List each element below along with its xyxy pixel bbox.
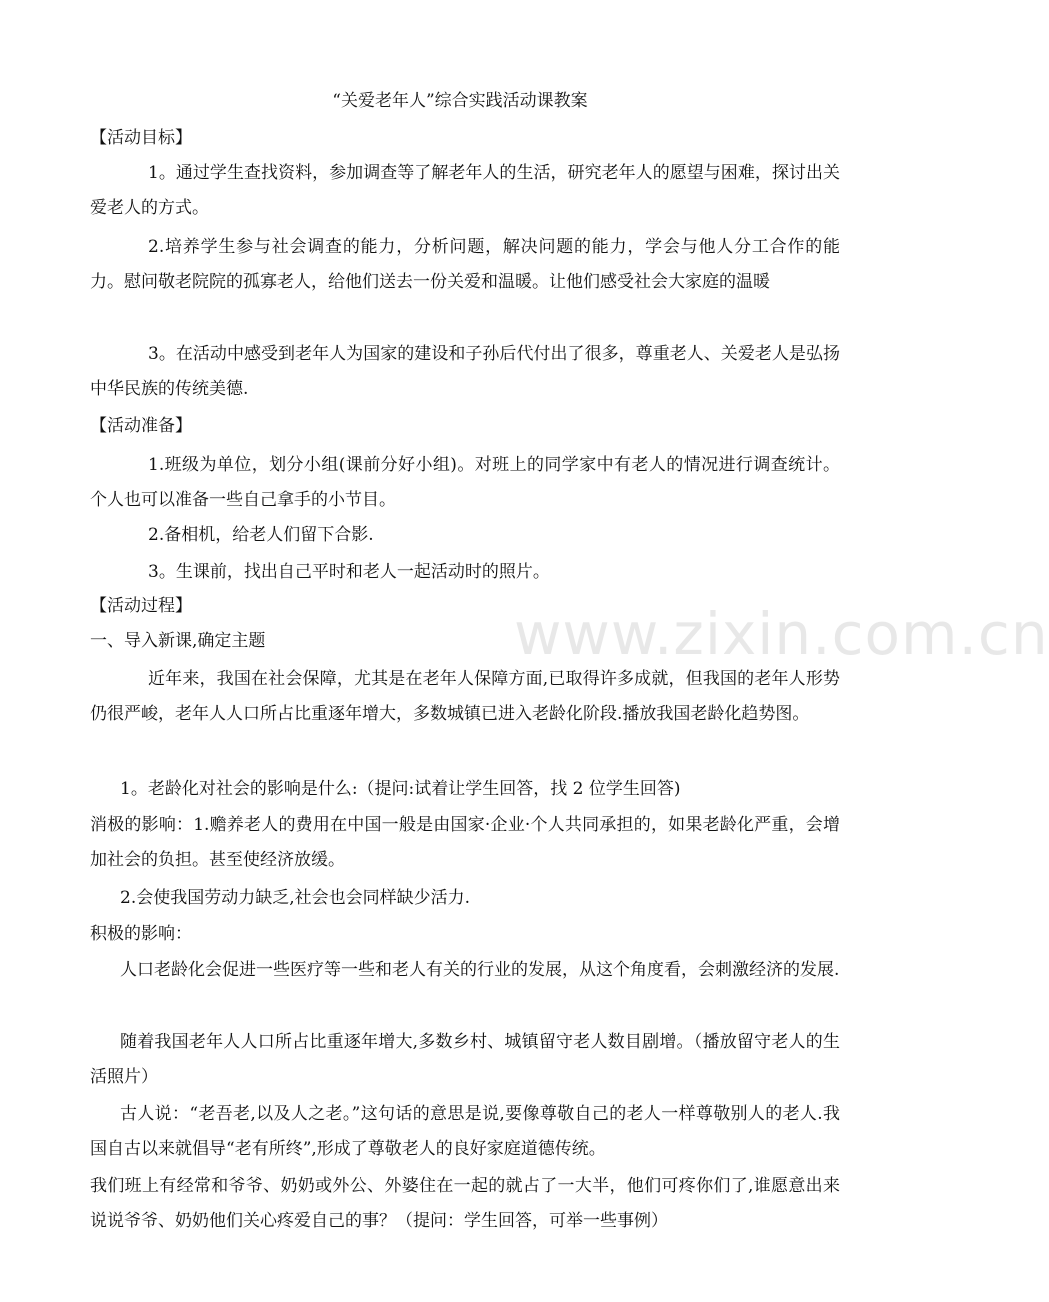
goal-paragraph-1: 1。通过学生查找资料，参加调查等了解老年人的生活，研究老年人的愿望与困难，探讨出关爱老人的方式。 <box>90 163 840 218</box>
prep-heading: 【活动准备】 <box>90 416 192 436</box>
positive-heading: 积极的影响： <box>90 924 192 944</box>
intro-paragraph: 近年来，我国在社会保障，尤其是在老年人保障方面,已取得许多成就，但我国的老年人形势仍很严峻，老年人人口所占比重逐年增大，多数城镇已进入老龄化阶段.播放我国老龄化趋势图。 <box>90 669 840 724</box>
class-discussion-paragraph: 我们班上有经常和爷爷、奶奶或外公、外婆住在一起的就占了一大半，他们可疼你们了,谁愿意出来说说爷爷、奶奶他们关心疼爱自己的事？（提问：学生回答，可举一些事例） <box>90 1176 840 1231</box>
goal-heading: 【活动目标】 <box>90 128 192 148</box>
growth-paragraph: 随着我国老年人人口所占比重逐年增大,多数乡村、城镇留守老人数目剧增。（播放留守老人的生活照片） <box>90 1032 840 1087</box>
goal-paragraph-2: 2.培养学生参与社会调查的能力，分析问题，解决问题的能力，学会与他人分工合作的能力。慰问敬老院院的孤寡老人，给他们送去一份关爱和温暖。让他们感受社会大家庭的温暖 <box>90 237 840 292</box>
goal-paragraph-3: 3。在活动中感受到老年人为国家的建设和子孙后代付出了很多，尊重老人、关爱老人是弘扬中华民族的传统美德. <box>90 344 840 399</box>
prep-paragraph-3: 3。生课前，找出自己平时和老人一起活动时的照片。 <box>148 562 550 582</box>
process-heading: 【活动过程】 <box>90 596 192 616</box>
negative-impact-2: 2.会使我国劳动力缺乏,社会也会同样缺少活力. <box>120 888 471 908</box>
prep-paragraph-1: 1.班级为单位，划分小组(课前分好小组)。对班上的同学家中有老人的情况进行调查统计。个人也可以准备一些自己拿手的小节目。 <box>90 455 840 510</box>
negative-impact-1: 消极的影响：1.赡养老人的费用在中国一般是由国家·企业·个人共同承担的，如果老龄化严重，会增加社会的负担。甚至使经济放缓。 <box>90 815 840 870</box>
ancient-quote-paragraph: 古人说：“老吾老,以及人之老。”这句话的意思是说,要像尊敬自己的老人一样尊敬别人的老人.我国自古以来就倡导“老有所终”,形成了尊敬老人的良好家庭道德传统。 <box>90 1104 840 1159</box>
question-1: 1。老龄化对社会的影响是什么:（提问:试着让学生回答，找 2 位学生回答) <box>120 779 681 799</box>
watermark: www.zixin.com.cn <box>514 600 1049 668</box>
prep-paragraph-2: 2.备相机，给老人们留下合影. <box>148 525 374 545</box>
process-step-1: 一、导入新课,确定主题 <box>90 631 266 651</box>
document-title: “关爱老年人”综合实践活动课教案 <box>332 91 588 111</box>
positive-impact: 人口老龄化会促进一些医疗等一些和老人有关的行业的发展，从这个角度看，会刺激经济的发展. <box>120 960 840 980</box>
